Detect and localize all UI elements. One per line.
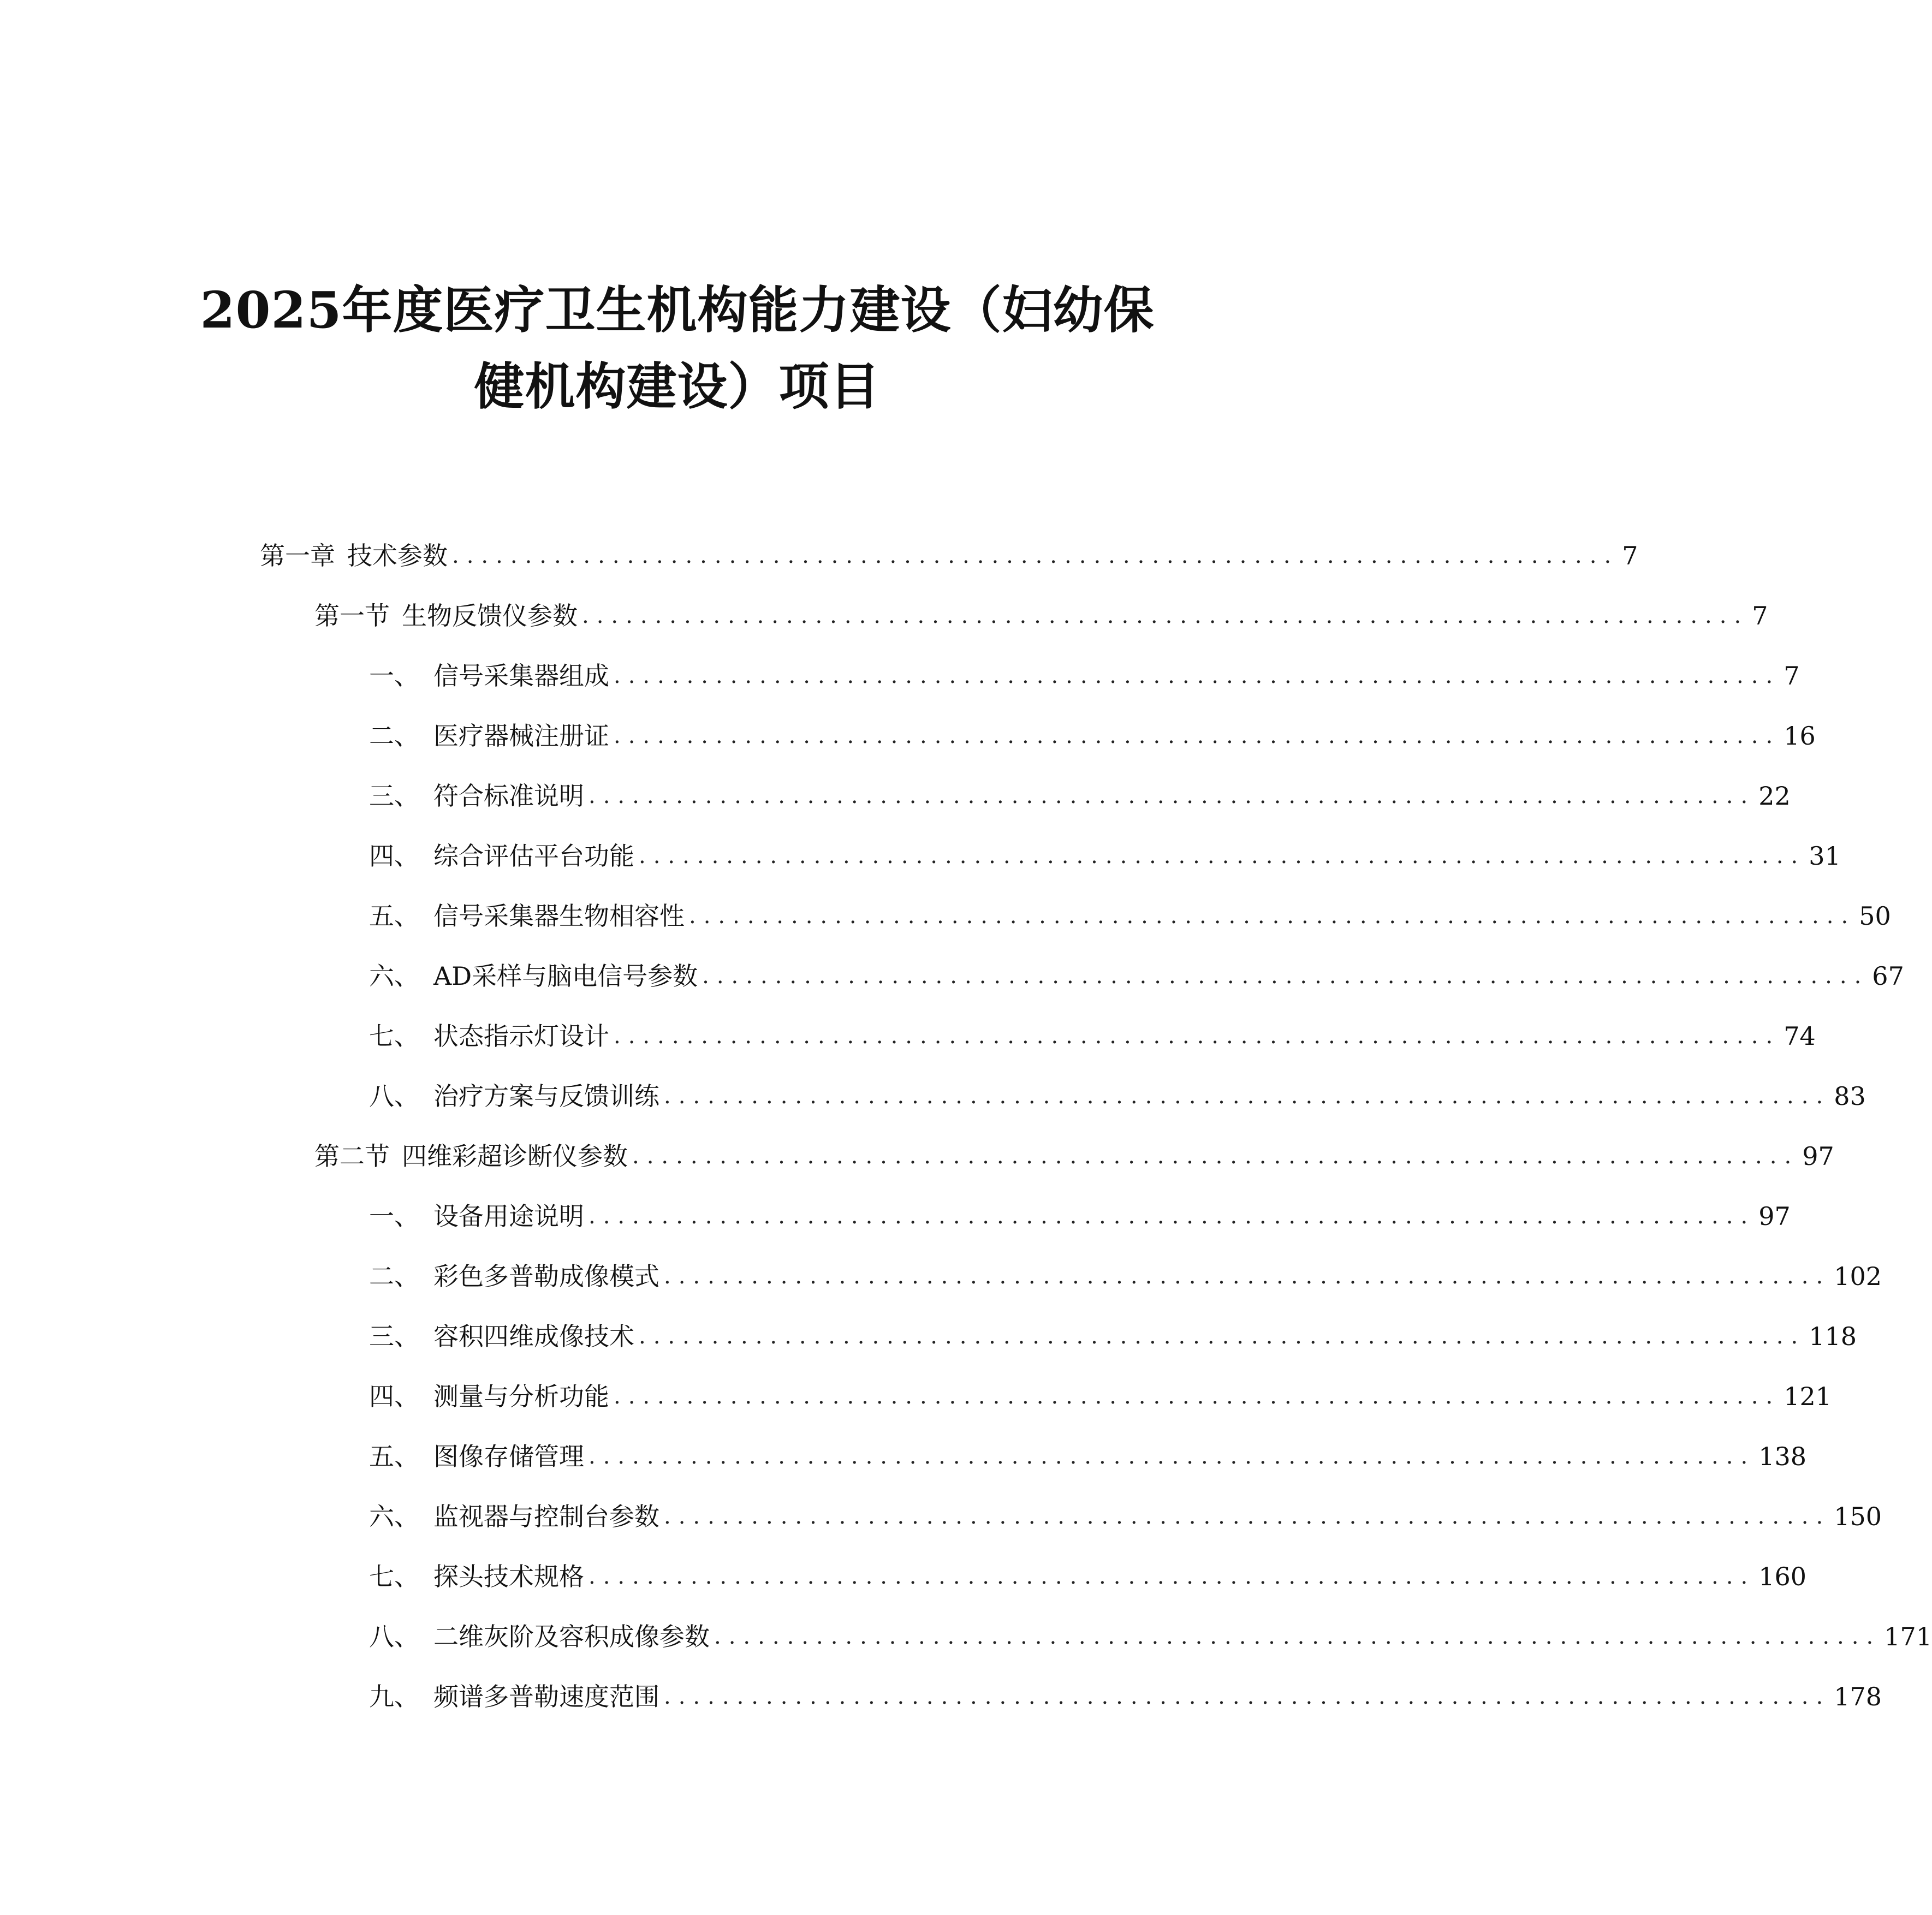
toc-entry-number: 八、 <box>369 1081 419 1111</box>
toc-entry-page: 97 <box>1802 1141 1834 1171</box>
toc-entry-number: 第一章 <box>260 541 335 570</box>
toc-entry-number: 九、 <box>369 1682 419 1711</box>
toc-leader-dots: ................................................................................ <box>639 843 1806 869</box>
toc-entry-label: 技术参数 <box>347 541 448 570</box>
toc-entry-label: 容积四维成像技术 <box>433 1322 634 1351</box>
toc-entry-number: 四、 <box>369 1382 419 1411</box>
toc-entry-number: 四、 <box>369 841 419 871</box>
toc-entry-page: 118 <box>1809 1322 1857 1351</box>
toc-entry-item[interactable] <box>369 1074 1866 1118</box>
toc-entry-page: 160 <box>1758 1562 1806 1591</box>
toc-entry-label: 四维彩超诊断仪参数 <box>402 1141 628 1171</box>
toc-entry-number: 第一节 <box>314 601 390 631</box>
toc-entry-page: 178 <box>1834 1682 1882 1711</box>
toc-entry-page: 138 <box>1758 1442 1806 1471</box>
toc-entry-label: AD采样与脑电信号参数 <box>433 961 698 991</box>
toc-entry-item[interactable] <box>369 1615 1932 1658</box>
toc-entry-page: 22 <box>1758 781 1791 811</box>
toc-entry-number: 二、 <box>369 1262 419 1291</box>
toc-entry-page: 83 <box>1834 1081 1866 1111</box>
toc-leader-dots: ................................................................................ <box>664 1264 1831 1289</box>
toc-leader-dots: ................................................................................ <box>702 964 1869 989</box>
toc-entry-number: 二、 <box>369 721 419 751</box>
toc-entry-item[interactable] <box>369 894 1891 938</box>
toc-entry-item[interactable] <box>369 1315 1857 1358</box>
toc-entry-chapter[interactable] <box>260 534 1638 578</box>
toc-entry-item[interactable] <box>369 714 1816 758</box>
toc-entry-label: 设备用途说明 <box>433 1202 584 1231</box>
toc-entry-item[interactable] <box>369 834 1841 878</box>
toc-entry-number: 一、 <box>369 661 419 691</box>
toc-entry-label: 测量与分析功能 <box>433 1382 609 1411</box>
toc-entry-label: 治疗方案与反馈训练 <box>433 1081 659 1111</box>
toc-leader-dots: ................................................................................ <box>664 1684 1831 1709</box>
toc-entry-label: 符合标准说明 <box>433 781 584 811</box>
toc-entry-page: 102 <box>1834 1262 1882 1291</box>
toc-entry-number: 六、 <box>369 961 419 991</box>
toc-entry-page: 150 <box>1834 1502 1882 1531</box>
toc-entry-item[interactable] <box>369 1435 1806 1478</box>
toc-entry-label: 频谱多普勒速度范围 <box>433 1682 659 1711</box>
toc-entry-item[interactable] <box>369 774 1791 818</box>
toc-leader-dots: ................................................................................ <box>588 783 1756 808</box>
toc-leader-dots: ................................................................................ <box>588 1204 1756 1229</box>
toc-entry-page: 50 <box>1859 901 1891 931</box>
toc-leader-dots: ................................................................................ <box>614 1384 1781 1409</box>
toc-entry-label: 监视器与控制台参数 <box>433 1502 659 1531</box>
toc-entry-page: 67 <box>1872 961 1904 991</box>
toc-entry-item[interactable] <box>369 1555 1806 1598</box>
toc-leader-dots: ................................................................................ <box>614 663 1781 688</box>
toc-entry-label: 图像存储管理 <box>433 1442 584 1471</box>
toc-entry-label: 信号采集器组成 <box>433 661 609 691</box>
toc-leader-dots: ................................................................................ <box>582 603 1749 628</box>
toc-leader-dots: ................................................................................ <box>664 1084 1831 1109</box>
toc-entry-number: 三、 <box>369 1322 419 1351</box>
toc-entry-section[interactable] <box>314 594 1768 638</box>
toc-entry-page: 121 <box>1784 1382 1832 1411</box>
toc-entry-number: 第二节 <box>314 1141 390 1171</box>
toc-leader-dots: ................................................................................ <box>452 543 1619 568</box>
toc-entry-item[interactable] <box>369 1254 1882 1298</box>
toc-entry-page: 31 <box>1809 841 1841 871</box>
toc-entry-label: 生物反馈仪参数 <box>402 601 578 631</box>
toc-leader-dots: ................................................................................ <box>632 1144 1799 1169</box>
toc-entry-page: 16 <box>1784 721 1816 751</box>
toc-leader-dots: ................................................................................ <box>689 903 1856 929</box>
toc-entry-number: 六、 <box>369 1502 419 1531</box>
toc-leader-dots: ................................................................................ <box>664 1504 1831 1529</box>
toc-entry-item[interactable] <box>369 954 1904 998</box>
toc-entry-label: 探头技术规格 <box>433 1562 584 1591</box>
toc-entry-number: 三、 <box>369 781 419 811</box>
toc-entry-label: 信号采集器生物相容性 <box>433 901 685 931</box>
toc-entry-item[interactable] <box>369 1495 1882 1538</box>
toc-leader-dots: ................................................................................ <box>588 1444 1756 1469</box>
document-title <box>0 272 1354 425</box>
toc-entry-item[interactable] <box>369 654 1800 698</box>
toc-entry-number: 八、 <box>369 1622 419 1651</box>
title-line-1: 2025年度医疗卫生机构能力建设（妇幼保 <box>200 281 1155 340</box>
toc-entry-item[interactable] <box>369 1014 1816 1058</box>
toc-entry-label: 二维灰阶及容积成像参数 <box>433 1622 710 1651</box>
toc-entry-page: 171 <box>1884 1622 1932 1651</box>
toc-leader-dots: ................................................................................ <box>639 1324 1806 1349</box>
toc-entry-page: 7 <box>1784 661 1800 691</box>
toc-entry-number: 五、 <box>369 901 419 931</box>
toc-leader-dots: ................................................................................ <box>614 723 1781 748</box>
toc-entry-label: 彩色多普勒成像模式 <box>433 1262 659 1291</box>
toc-leader-dots: ................................................................................ <box>614 1024 1781 1049</box>
title-line-2: 健机构建设）项目 <box>474 357 881 416</box>
toc-leader-dots: ................................................................................ <box>714 1624 1881 1649</box>
toc-entry-label: 状态指示灯设计 <box>433 1021 609 1051</box>
toc-entry-section[interactable] <box>314 1134 1834 1178</box>
toc-entry-label: 医疗器械注册证 <box>433 721 609 751</box>
toc-entry-item[interactable] <box>369 1375 1832 1418</box>
toc-entry-page: 97 <box>1758 1202 1791 1231</box>
toc-entry-number: 一、 <box>369 1202 419 1231</box>
toc-leader-dots: ................................................................................ <box>588 1564 1756 1589</box>
toc-entry-number: 七、 <box>369 1562 419 1591</box>
toc-entry-number: 七、 <box>369 1021 419 1051</box>
toc-entry-item[interactable] <box>369 1675 1882 1718</box>
toc-entry-item[interactable] <box>369 1194 1791 1238</box>
toc-entry-page: 7 <box>1752 601 1768 631</box>
toc-entry-number: 五、 <box>369 1442 419 1471</box>
toc-entry-page: 74 <box>1784 1021 1816 1051</box>
toc-entry-label: 综合评估平台功能 <box>433 841 634 871</box>
toc-entry-page: 7 <box>1622 541 1638 570</box>
